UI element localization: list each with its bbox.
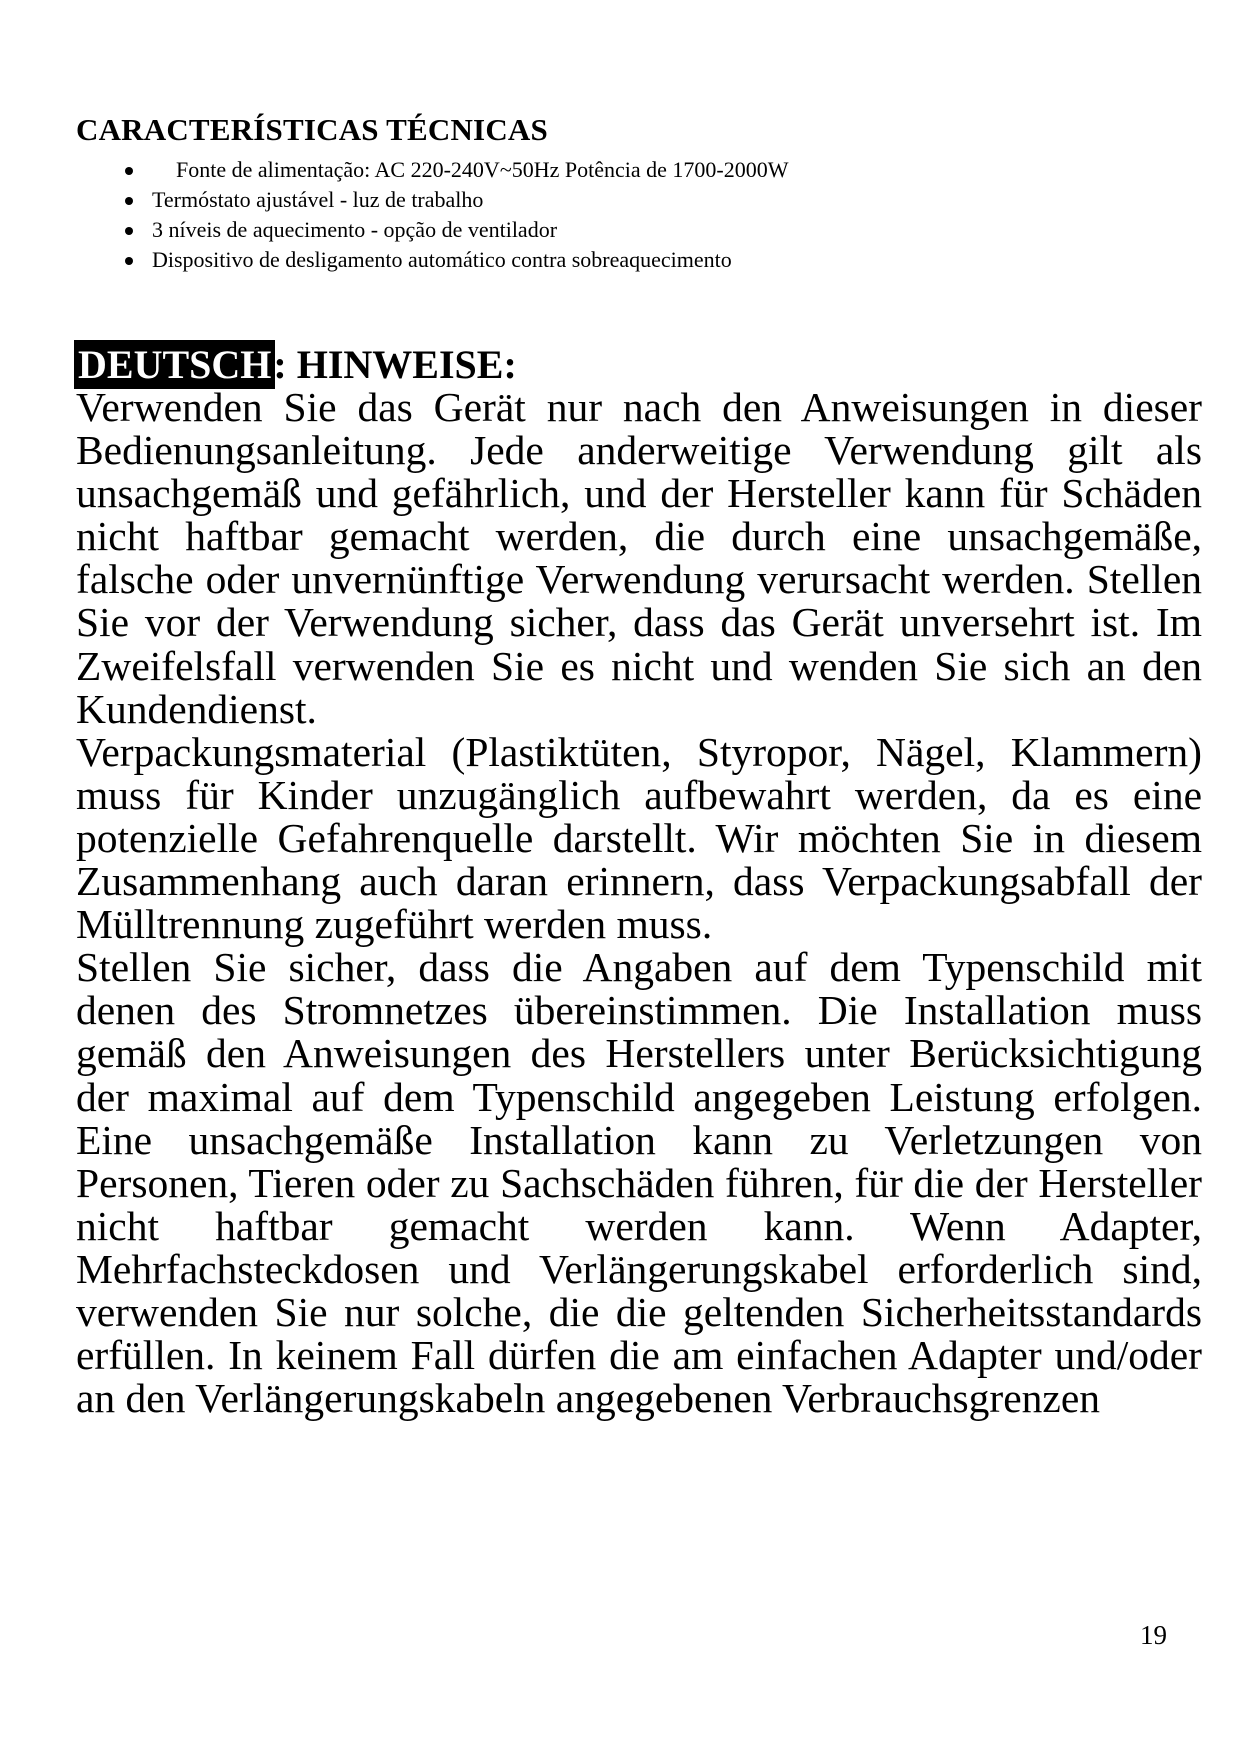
- spec-item-text: Dispositivo de desligamento automático contra sobreaquecimento: [152, 247, 732, 272]
- page-number: 19: [1140, 1620, 1167, 1650]
- spec-item: [120, 155, 789, 185]
- tech-specs-title: CARACTERÍSTICAS TÉCNICAS: [76, 112, 548, 147]
- bullet-icon: [125, 197, 133, 205]
- spec-item-text: Termóstato ajustável - luz de trabalho: [152, 187, 484, 212]
- tech-specs-list: [120, 155, 789, 275]
- spec-item: [120, 185, 789, 215]
- spec-item: [120, 245, 789, 275]
- section-heading: [76, 342, 517, 388]
- spec-item-text: 3 níveis de aquecimento - opção de ventilador: [152, 217, 558, 242]
- spec-item: [120, 215, 789, 245]
- bullet-icon: [125, 227, 133, 235]
- language-tag: DEUTSCH: [78, 342, 272, 387]
- paragraph: Verpackungsmaterial (Plastiktüten, Styropor, Nägel, Klammern) muss für Kinder unzugänglich aufbewahrt werden, da es eine potenzielle Gefahrenquelle darstellt. Wir möchten Sie in diesem Zusammenhang auch daran erinnern, dass Verpackungsabfall der Mülltrennung zugeführt werden muss.: [76, 728, 1202, 948]
- bullet-icon: [125, 167, 133, 175]
- paragraph: Stellen Sie sicher, dass die Angaben auf dem Typenschild mit denen des Stromnetzes übereinstimmen. Die Installation muss gemäß den Anweisungen des Herstellers unter Berücksichtigung der maximal auf dem Typenschild angegeben Leistung erfolgen. Eine unsachgemäße Installation kann zu Verletzungen von Personen, Tieren oder zu Sachschäden führen, für die der Hersteller nicht haftbar gemacht werden kann. Wenn Adapter, Mehrfachsteckdosen und Verlängerungskabel erforderlich sind, verwenden Sie nur solche, die die geltenden Sicherheitsstandards erfüllen. In keinem Fall dürfen die am einfachen Adapter und/oder an den Verlängerungskabeln angegebenen Verbrauchsgrenzen: [76, 944, 1202, 1422]
- notes-body: [76, 386, 1202, 1420]
- paragraph: Verwenden Sie das Gerät nur nach den Anweisungen in dieser Bedienungsanleitung. Jede anderweitige Verwendung gilt als unsachgemäß und gefährlich, und der Hersteller kann für Schäden nicht haftbar gemacht werden, die durch eine unsachgemäße, falsche oder unvernünftige Verwendung verursacht werden. Stellen Sie vor der Verwendung sicher, dass das Gerät unversehrt ist. Im Zweifelsfall verwenden Sie es nicht und wenden Sie sich an den Kundendienst.: [76, 384, 1202, 732]
- bullet-icon: [125, 257, 133, 265]
- heading-suffix: : HINWEISE:: [273, 342, 517, 387]
- spec-item-text: Fonte de alimentação: AC 220-240V~50Hz Potência de 1700-2000W: [176, 157, 789, 182]
